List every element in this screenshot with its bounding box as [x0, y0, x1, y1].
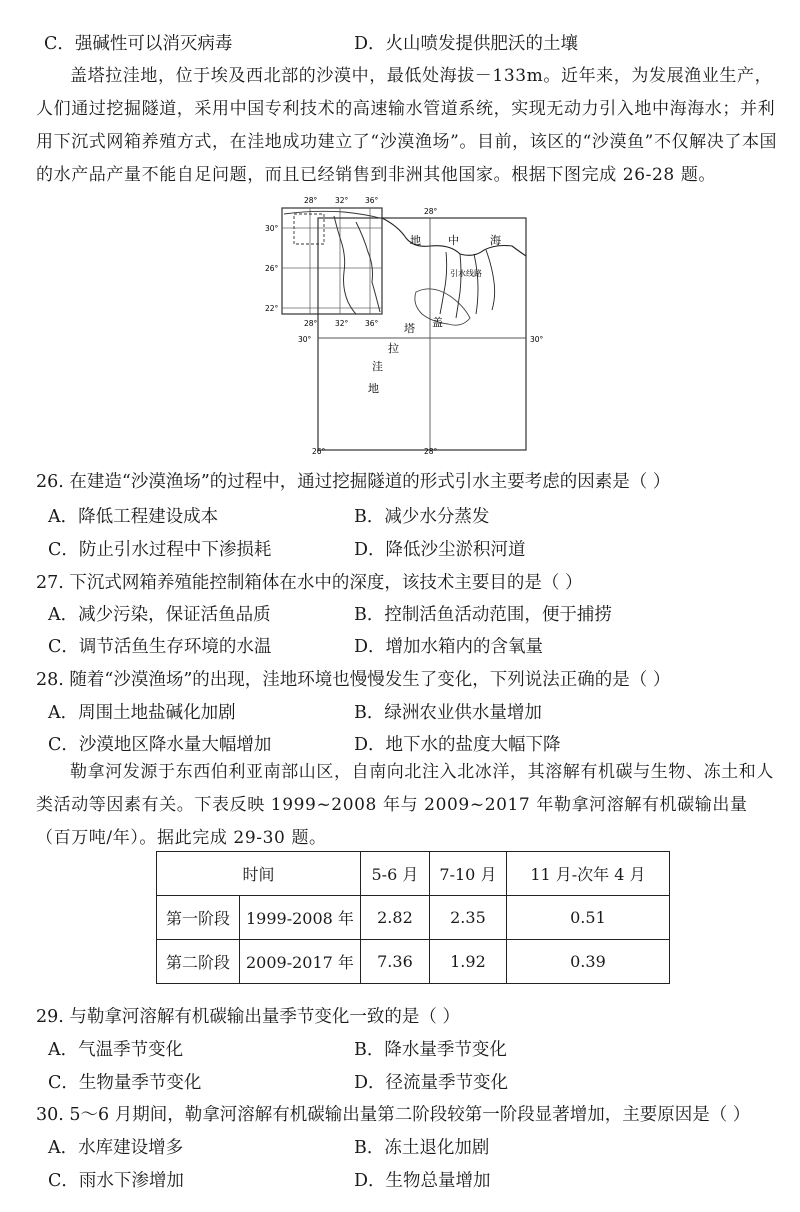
carbon-output-table: [156, 851, 670, 984]
table-header-may-jun: 5-6 月: [360, 852, 429, 896]
q27-option-a: A．减少污染，保证活鱼品质: [48, 605, 271, 625]
inset-tick-left-30: 30°: [265, 224, 279, 233]
q30-option-d: D．生物总量增加: [354, 1171, 491, 1191]
table-header-row: [157, 852, 670, 896]
q29-option-c: C．生物量季节变化: [48, 1073, 202, 1093]
q28-option-d: D．地下水的盐度大幅下降: [354, 735, 561, 755]
depression-char-3: 拉: [388, 342, 399, 355]
option-d-prev: D．火山喷发提供肥沃的土壤: [354, 34, 579, 54]
question-30-stem: 30. 5～6 月期间，勒拿河溶解有机碳输出量第二阶段较第一阶段显著增加，主要原因是（ ）: [36, 1105, 751, 1125]
table-header-nov-apr: 11 月-次年 4 月: [506, 852, 669, 896]
q28-option-b: B．绿洲农业供水量增加: [354, 703, 542, 723]
main-frame: [318, 218, 526, 450]
depression-char-2: 塔: [404, 322, 415, 335]
q27-option-d: D．增加水箱内的含氧量: [354, 637, 544, 657]
table-row: [157, 940, 670, 984]
depression-char-1: 盖: [432, 316, 443, 329]
sea-char-1: 地: [410, 234, 421, 247]
q28-option-c: C．沙漠地区降水量大幅增加: [48, 735, 272, 755]
inset-tick-left-22: 22°: [265, 304, 279, 313]
q30-option-a: A．水库建设增多: [48, 1138, 184, 1158]
table-row-1-value-3: 0.51: [506, 896, 669, 940]
q30-option-b: B．冻土退化加剧: [354, 1138, 490, 1158]
intro-qattara-paragraph: 盖塔拉洼地，位于埃及西北部的沙漠中，最低处海拔－133m。近年来，为发展渔业生产，人们通过挖掘隧道，采用中国专利技术的高速输水管道系统，实现无动力引入地中海海水；并利用下沉式网箱养殖方式，在洼地成功建立了“沙漠渔场”。目前，该区的“沙漠鱼”不仅解决了本国的水产品产量不能自足问题，而且已经销售到非洲其他国家。根据下图完成 26-28 题。: [36, 66, 778, 185]
inset-river: [334, 216, 356, 314]
question-27-stem: 27. 下沉式网箱养殖能控制箱体在水中的深度，该技术主要目的是（ ）: [36, 573, 583, 593]
table-row-2-value-2: 1.92: [429, 940, 506, 984]
table-row-2-stage: 第二阶段: [157, 940, 240, 984]
q26-option-d: D．降低沙尘淤积河道: [354, 540, 526, 560]
q27-option-b: B．控制活鱼活动范围，便于捕捞: [354, 605, 612, 625]
main-top-lon: 28°: [424, 207, 438, 216]
inset-tick-bottom-28: 28°: [304, 319, 318, 328]
inset-tick-bottom-36: 36°: [365, 319, 379, 328]
q30-option-c: C．雨水下渗增加: [48, 1171, 184, 1191]
pipe-label: 引水线路: [450, 269, 482, 278]
inset-frame: [282, 208, 382, 314]
main-bottom-lon-28: 28°: [424, 447, 438, 456]
inset-tick-left-26: 26°: [265, 264, 279, 273]
table-row: [157, 896, 670, 940]
inset-tick-top-28: 28°: [304, 196, 318, 205]
inset-tick-top-36: 36°: [365, 196, 379, 205]
qattara-map: [264, 192, 544, 456]
intro-lena-paragraph: 勒拿河发源于东西伯利亚南部山区，自南向北注入北冰洋，其溶解有机碳与生物、冻土和人类活动等因素有关。下表反映 1999~2008 年与 2009~2017 年勒拿河溶解有机碳输出量（百万吨/年）。据此完成 29-30 题。: [36, 762, 774, 848]
option-c-prev: C．强碱性可以消灭病毒: [44, 34, 233, 54]
sea-char-3: 海: [490, 234, 501, 247]
depression-char-5: 地: [368, 382, 379, 395]
table-row-1-stage: 第一阶段: [157, 896, 240, 940]
q28-option-a: A．周围土地盐碱化加剧: [48, 703, 236, 723]
question-26-stem: 26. 在建造“沙漠渔场”的过程中，通过挖掘隧道的形式引水主要考虑的因素是（ ）: [36, 472, 671, 492]
table-header-jul-oct: 7-10 月: [429, 852, 506, 896]
q29-option-a: A．气温季节变化: [48, 1040, 184, 1060]
q26-option-b: B．减少水分蒸发: [354, 507, 490, 527]
main-right-lat: 30°: [530, 335, 544, 344]
pipe-route: [440, 252, 447, 314]
question-29-stem: 29. 与勒拿河溶解有机碳输出量季节变化一致的是（ ）: [36, 1007, 460, 1027]
table-row-2-value-1: 7.36: [360, 940, 429, 984]
table-row-1-value-2: 2.35: [429, 896, 506, 940]
table-row-1-years: 1999-2008 年: [240, 896, 361, 940]
inset-tick-top-32: 32°: [335, 196, 349, 205]
q29-option-d: D．径流量季节变化: [354, 1073, 509, 1093]
q26-option-a: A．降低工程建设成本: [48, 507, 219, 527]
table-row-2-years: 2009-2017 年: [240, 940, 361, 984]
table-row-2-value-3: 0.39: [506, 940, 669, 984]
q29-option-b: B．降水量季节变化: [354, 1040, 507, 1060]
table-row-1-value-1: 2.82: [360, 896, 429, 940]
depression-char-4: 洼: [372, 360, 383, 373]
inset-tick-bottom-32: 32°: [335, 319, 349, 328]
sea-char-2: 中: [448, 234, 459, 247]
main-left-lat: 30°: [298, 335, 312, 344]
q27-option-c: C．调节活鱼生存环境的水温: [48, 637, 272, 657]
question-28-stem: 28. 随着“沙漠渔场”的出现，洼地环境也慢慢发生了变化，下列说法正确的是（ ）: [36, 670, 671, 690]
main-bottom-lon-26: 26°: [312, 447, 326, 456]
q26-option-c: C．防止引水过程中下渗损耗: [48, 540, 272, 560]
table-header-time: 时间: [157, 852, 361, 896]
